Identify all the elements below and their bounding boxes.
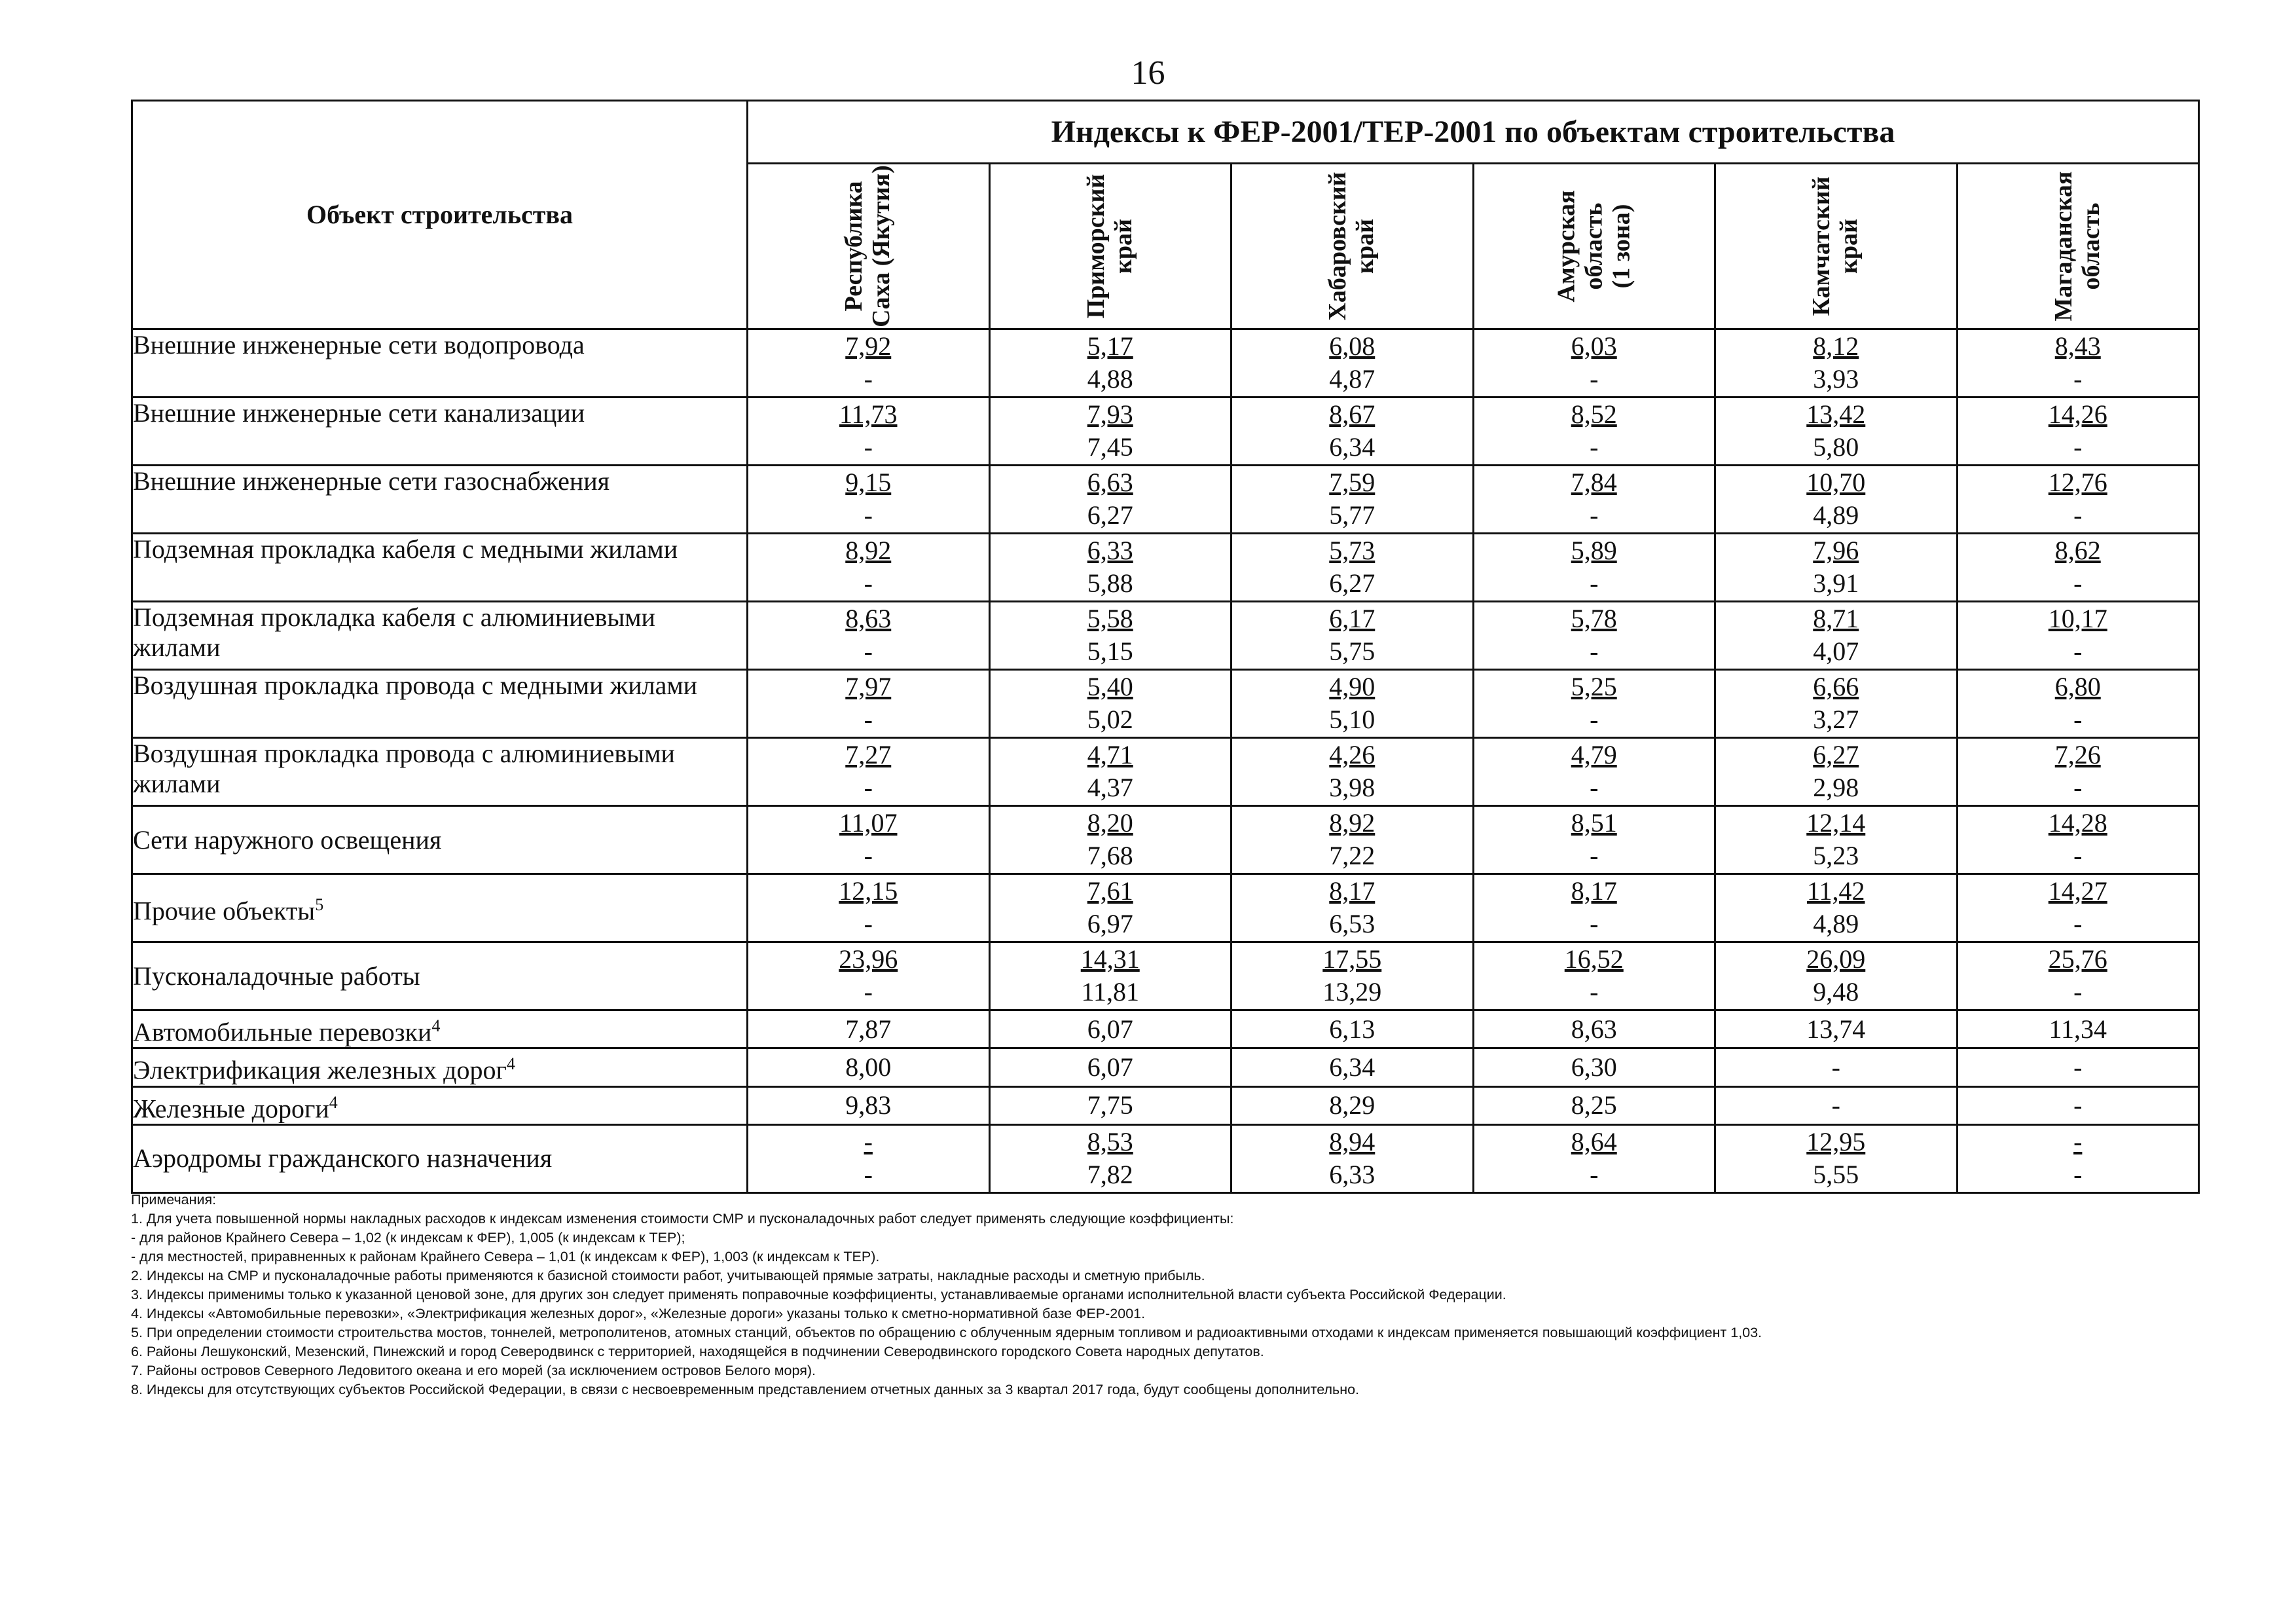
index-value-cell: 13,74 — [1715, 1010, 1958, 1048]
ter-index-value: - — [864, 637, 873, 666]
index-value-cell — [1473, 329, 1715, 397]
object-name — [132, 602, 748, 670]
index-value-cell: - — [1957, 1086, 2199, 1124]
index-value-cell — [1231, 874, 1474, 942]
ter-index-value: 5,88 — [1087, 568, 1133, 598]
ter-index-value: - — [2073, 909, 2083, 938]
index-value-cell — [1473, 942, 1715, 1010]
index-value-cell — [989, 397, 1231, 466]
index-value-cell — [1473, 466, 1715, 534]
footnote-ref: 4 — [506, 1054, 515, 1074]
object-name-text: Воздушная прокладка провода с алюминиевыми жилами — [133, 739, 675, 798]
index-value-cell — [1231, 329, 1474, 397]
ter-index-value: - — [1590, 364, 1599, 394]
index-value-cell — [1231, 670, 1474, 738]
fer-index-value: 7,27 — [845, 740, 892, 769]
fer-index-value: 4,26 — [1329, 740, 1376, 769]
ter-index-value: 3,93 — [1813, 364, 1859, 394]
fer-index-value: 5,17 — [1087, 331, 1133, 361]
index-value-cell — [989, 466, 1231, 534]
index-value-cell — [1473, 1124, 1715, 1192]
object-name-text: Воздушная прокладка провода с медными жилами — [133, 671, 698, 700]
ter-index-value: - — [2073, 841, 2083, 870]
index-value-cell — [1715, 806, 1958, 874]
ter-index-value: 3,98 — [1329, 773, 1376, 802]
note-line: 5. При определении стоимости строительства мостов, тоннелей, метрополитенов, атомных станций, объектов по обращению с облученным ядерным топливом и радиоактивными отходами к индексам применяется повышающий коэффициент 1,03. — [131, 1325, 1762, 1340]
object-name-text: Прочие объекты — [133, 896, 316, 926]
index-value-cell — [989, 602, 1231, 670]
page-number: 16 — [1131, 54, 1165, 92]
index-value-cell — [1231, 738, 1474, 806]
ter-index-value: - — [1590, 500, 1599, 530]
fer-index-value: 5,78 — [1571, 604, 1617, 633]
fer-index-value: - — [2073, 1126, 2083, 1156]
ter-index-value: 5,80 — [1813, 432, 1859, 462]
table-row — [132, 874, 2199, 942]
index-value-cell — [748, 738, 990, 806]
index-value-cell — [1957, 466, 2199, 534]
table-row — [132, 397, 2199, 466]
index-value-cell — [1473, 738, 1715, 806]
fer-index-value: 8,64 — [1571, 1126, 1617, 1156]
object-name-text: Внешние инженерные сети канализации — [133, 398, 585, 428]
index-value-cell: - — [1715, 1086, 1958, 1124]
table-row — [132, 466, 2199, 534]
index-value-cell — [1473, 602, 1715, 670]
fer-index-value: 12,15 — [839, 876, 898, 906]
index-value-cell — [1231, 397, 1474, 466]
fer-index-value: - — [864, 1126, 873, 1156]
note-line: 2. Индексы на СМР и пусконаладочные работы применяются к базисной стоимости работ, учитывающей прямые затраты, накладные расходы и сметную прибыль. — [131, 1268, 1205, 1283]
object-name-text: Подземная прокладка кабеля с медными жилами — [133, 534, 678, 564]
index-value-cell — [1957, 670, 2199, 738]
ter-index-value: - — [2073, 432, 2083, 462]
fer-index-value: 4,71 — [1087, 740, 1133, 769]
region-header-line: край — [1835, 219, 1863, 274]
ter-index-value: - — [2073, 977, 2083, 1006]
ter-index-value: - — [864, 773, 873, 802]
footnote-ref: 4 — [431, 1016, 441, 1035]
table-row — [132, 1010, 2199, 1048]
fer-index-value: 7,84 — [1571, 468, 1617, 497]
index-value-cell: - — [1957, 1048, 2199, 1086]
fer-index-value: 6,66 — [1813, 672, 1859, 701]
index-value-cell — [989, 1124, 1231, 1192]
ter-index-value: 11,81 — [1081, 977, 1139, 1006]
fer-index-value: 6,27 — [1813, 740, 1859, 769]
ter-index-value: 6,27 — [1087, 500, 1133, 530]
fer-index-value: 7,26 — [2054, 740, 2101, 769]
region-header-line: край — [1109, 219, 1137, 274]
region-header-line: Приморский — [1082, 174, 1110, 319]
fer-index-value: 6,17 — [1329, 604, 1376, 633]
ter-index-value: - — [1590, 1159, 1599, 1189]
index-value-cell: 6,07 — [989, 1048, 1231, 1086]
index-value-cell — [748, 466, 990, 534]
fer-index-value: 12,76 — [2048, 468, 2107, 497]
footnote-ref: 4 — [329, 1092, 338, 1112]
object-name — [132, 1010, 748, 1048]
object-name — [132, 874, 748, 942]
ter-index-value: 3,91 — [1813, 568, 1859, 598]
index-value-cell: 8,25 — [1473, 1086, 1715, 1124]
ter-index-value: - — [864, 568, 873, 598]
index-value-cell: 8,00 — [748, 1048, 990, 1086]
index-value-cell — [989, 738, 1231, 806]
index-value-cell — [989, 874, 1231, 942]
ter-index-value: - — [2073, 705, 2083, 734]
fer-index-value: 12,95 — [1806, 1126, 1866, 1156]
object-name — [132, 397, 748, 466]
table-row — [132, 329, 2199, 397]
index-value-cell: 6,30 — [1473, 1048, 1715, 1086]
object-name — [132, 1124, 748, 1192]
fer-index-value: 8,17 — [1571, 876, 1617, 906]
object-name-text: Сети наружного освещения — [133, 824, 442, 855]
object-name — [132, 534, 748, 602]
table-row — [132, 534, 2199, 602]
ter-index-value: - — [2073, 1159, 2083, 1189]
index-value-cell — [1715, 1124, 1958, 1192]
index-value-cell — [1957, 942, 2199, 1010]
note-line: 3. Индексы применимы только к указанной ценовой зоне, для других зон следует применять поправочные коэффициенты, устанавливаемые органами исполнительной власти субъекта Российской Федерации. — [131, 1287, 1506, 1302]
index-value-cell — [748, 874, 990, 942]
index-value-cell — [989, 329, 1231, 397]
ter-index-value: - — [2073, 773, 2083, 802]
object-column-header: Объект строительства — [132, 101, 748, 329]
index-value-cell — [1231, 1124, 1474, 1192]
ter-index-value: 7,68 — [1087, 841, 1133, 870]
fer-index-value: 5,89 — [1571, 536, 1617, 565]
ter-index-value: 5,23 — [1813, 841, 1859, 870]
index-value-cell: 8,29 — [1231, 1086, 1474, 1124]
fer-index-value: 8,52 — [1571, 399, 1617, 429]
ter-index-value: 5,75 — [1329, 637, 1376, 666]
index-value-cell — [1231, 602, 1474, 670]
fer-index-value: 16,52 — [1564, 944, 1624, 974]
fer-index-value: 7,97 — [845, 672, 892, 701]
region-header — [1231, 164, 1474, 329]
index-value-cell — [1715, 738, 1958, 806]
fer-index-value: 4,79 — [1571, 740, 1617, 769]
ter-index-value: 5,77 — [1329, 500, 1376, 530]
ter-index-value: - — [864, 364, 873, 394]
index-value-cell — [1715, 670, 1958, 738]
fer-index-value: 6,63 — [1087, 468, 1133, 497]
object-name-text: Внешние инженерные сети водопровода — [133, 330, 585, 360]
index-value-cell — [1715, 874, 1958, 942]
ter-index-value: 5,10 — [1329, 705, 1376, 734]
fer-index-value: 12,14 — [1806, 808, 1866, 838]
fer-index-value: 14,26 — [2048, 399, 2107, 429]
ter-index-value: - — [1590, 568, 1599, 598]
index-value-cell — [1473, 670, 1715, 738]
note-line: Примечания: — [131, 1192, 217, 1208]
fer-index-value: 8,71 — [1813, 604, 1859, 633]
index-value-cell — [1231, 942, 1474, 1010]
region-header-line: Магаданская — [2049, 171, 2077, 322]
note-line: 4. Индексы «Автомобильные перевозки», «Электрификация железных дорог», «Железные дороги» указаны только к сметно-нормативной базе ФЕР-2001. — [131, 1306, 1146, 1321]
table-row — [132, 602, 2199, 670]
ter-index-value: - — [1590, 909, 1599, 938]
object-name — [132, 670, 748, 738]
object-name-text: Пусконаладочные работы — [133, 961, 420, 991]
fer-index-value: 8,92 — [845, 536, 892, 565]
fer-index-value: 7,59 — [1329, 468, 1376, 497]
ter-index-value: 13,29 — [1322, 977, 1382, 1006]
index-value-cell — [1473, 874, 1715, 942]
index-value-cell — [1957, 329, 2199, 397]
notes-section — [131, 1190, 2200, 1399]
ter-index-value: 9,48 — [1813, 977, 1859, 1006]
object-name — [132, 942, 748, 1010]
object-name-text: Внешние инженерные сети газоснабжения — [133, 466, 610, 496]
object-name — [132, 738, 748, 806]
index-value-cell — [1231, 534, 1474, 602]
index-value-cell: 9,83 — [748, 1086, 990, 1124]
fer-index-value: 8,12 — [1813, 331, 1859, 361]
fer-index-value: 13,42 — [1806, 399, 1866, 429]
table-row — [132, 670, 2199, 738]
index-value-cell — [1957, 602, 2199, 670]
fer-index-value: 11,07 — [839, 808, 898, 838]
fer-index-value: 8,53 — [1087, 1126, 1133, 1156]
index-value-cell — [1957, 534, 2199, 602]
object-name-text: Аэродромы гражданского назначения — [133, 1143, 553, 1173]
fer-index-value: 5,40 — [1087, 672, 1133, 701]
object-name-text: Автомобильные перевозки — [133, 1017, 432, 1047]
region-header — [1957, 164, 2199, 329]
fer-index-value: 14,28 — [2048, 808, 2107, 838]
fer-index-value: 5,58 — [1087, 604, 1133, 633]
fer-index-value: 7,92 — [845, 331, 892, 361]
region-header-line: Хабаровский — [1324, 172, 1352, 321]
index-value-cell — [748, 1124, 990, 1192]
fer-index-value: 5,73 — [1329, 536, 1376, 565]
ter-index-value: 4,89 — [1813, 909, 1859, 938]
object-name — [132, 1086, 748, 1124]
ter-index-value: - — [1590, 841, 1599, 870]
index-value-cell — [1231, 806, 1474, 874]
fer-index-value: 14,31 — [1080, 944, 1140, 974]
fer-index-value: 26,09 — [1806, 944, 1866, 974]
index-value-cell — [989, 806, 1231, 874]
fer-index-value: 8,17 — [1329, 876, 1376, 906]
fer-index-value: 8,92 — [1329, 808, 1376, 838]
index-value-cell — [1231, 466, 1474, 534]
ter-index-value: - — [864, 432, 873, 462]
index-value-cell — [748, 602, 990, 670]
region-header-line: область — [1579, 202, 1607, 290]
index-value-cell: 11,34 — [1957, 1010, 2199, 1048]
region-header-line: Саха (Якутия) — [867, 165, 896, 327]
index-value-cell — [748, 670, 990, 738]
index-value-cell: 6,13 — [1231, 1010, 1474, 1048]
ter-index-value: - — [2073, 500, 2083, 530]
object-name-text: Электрификация железных дорог — [133, 1055, 507, 1085]
index-value-cell — [1715, 534, 1958, 602]
region-header — [989, 164, 1231, 329]
index-value-cell — [989, 942, 1231, 1010]
index-table — [131, 100, 2200, 1194]
index-value-cell: 7,87 — [748, 1010, 990, 1048]
region-header-line: Амурская — [1552, 190, 1580, 303]
index-value-cell — [1957, 806, 2199, 874]
ter-index-value: 4,87 — [1329, 364, 1376, 394]
fer-index-value: 8,43 — [2054, 331, 2101, 361]
index-value-cell — [1957, 397, 2199, 466]
ter-index-value: 5,02 — [1087, 705, 1133, 734]
index-value-cell — [1473, 534, 1715, 602]
ter-index-value: - — [1590, 977, 1599, 1006]
index-value-cell — [1957, 874, 2199, 942]
ter-index-value: 4,88 — [1087, 364, 1133, 394]
table-row — [132, 1086, 2199, 1124]
ter-index-value: - — [1590, 432, 1599, 462]
fer-index-value: 8,51 — [1571, 808, 1617, 838]
object-name — [132, 1048, 748, 1086]
fer-index-value: 7,96 — [1813, 536, 1859, 565]
ter-index-value: - — [864, 977, 873, 1006]
index-value-cell — [1715, 466, 1958, 534]
index-value-cell — [1715, 942, 1958, 1010]
index-value-cell — [748, 397, 990, 466]
ter-index-value: - — [864, 909, 873, 938]
index-value-cell — [989, 534, 1231, 602]
fer-index-value: 10,70 — [1806, 468, 1866, 497]
table-row — [132, 1048, 2199, 1086]
object-name-text: Подземная прокладка кабеля с алюминиевыми жилами — [133, 602, 655, 662]
index-value-cell — [1715, 397, 1958, 466]
note-line: - для районов Крайнего Севера – 1,02 (к индексам к ФЕР), 1,005 (к индексам к ТЕР); — [131, 1230, 685, 1246]
object-name-text: Железные дороги — [133, 1093, 329, 1123]
ter-index-value: - — [1590, 637, 1599, 666]
index-value-cell — [989, 670, 1231, 738]
ter-index-value: 6,27 — [1329, 568, 1376, 598]
ter-index-value: 7,82 — [1087, 1159, 1133, 1189]
fer-index-value: 6,33 — [1087, 536, 1133, 565]
index-value-cell: 8,63 — [1473, 1010, 1715, 1048]
ter-index-value: 6,33 — [1329, 1159, 1376, 1189]
region-header — [1715, 164, 1958, 329]
fer-index-value: 11,73 — [839, 399, 898, 429]
index-value-cell — [1957, 738, 2199, 806]
footnote-ref: 5 — [315, 895, 324, 914]
fer-index-value: 4,90 — [1329, 672, 1376, 701]
table-row — [132, 738, 2199, 806]
index-value-cell: 6,07 — [989, 1010, 1231, 1048]
ter-index-value: 4,07 — [1813, 637, 1859, 666]
index-value-cell — [1473, 397, 1715, 466]
fer-index-value: 7,93 — [1087, 399, 1133, 429]
fer-index-value: 6,08 — [1329, 331, 1376, 361]
fer-index-value: 5,25 — [1571, 672, 1617, 701]
fer-index-value: 6,03 — [1571, 331, 1617, 361]
fer-index-value: 8,20 — [1087, 808, 1133, 838]
ter-index-value: 7,45 — [1087, 432, 1133, 462]
ter-index-value: 5,55 — [1813, 1159, 1859, 1189]
index-value-cell — [748, 534, 990, 602]
ter-index-value: 2,98 — [1813, 773, 1859, 802]
index-value-cell — [1715, 329, 1958, 397]
fer-index-value: 14,27 — [2048, 876, 2107, 906]
object-name — [132, 466, 748, 534]
fer-index-value: 8,67 — [1329, 399, 1376, 429]
fer-index-value: 25,76 — [2048, 944, 2107, 974]
ter-index-value: 3,27 — [1813, 705, 1859, 734]
ter-index-value: 6,34 — [1329, 432, 1376, 462]
index-value-cell — [1957, 1124, 2199, 1192]
ter-index-value: - — [1590, 773, 1599, 802]
region-header-line: край — [1351, 219, 1379, 274]
note-line: 1. Для учета повышенной нормы накладных расходов к индексам изменения стоимости СМР и пусконаладочных работ следует применять следующие коэффициенты: — [131, 1211, 1234, 1227]
region-header — [748, 164, 990, 329]
ter-index-value: - — [2073, 637, 2083, 666]
ter-index-value: - — [864, 705, 873, 734]
ter-index-value: 6,97 — [1087, 909, 1133, 938]
fer-index-value: 17,55 — [1322, 944, 1382, 974]
ter-index-value: - — [864, 841, 873, 870]
fer-index-value: 8,62 — [2054, 536, 2101, 565]
index-value-cell: - — [1715, 1048, 1958, 1086]
ter-index-value: - — [1590, 705, 1599, 734]
ter-index-value: - — [2073, 364, 2083, 394]
index-value-cell — [748, 806, 990, 874]
fer-index-value: 6,80 — [2054, 672, 2101, 701]
fer-index-value: 11,42 — [1806, 876, 1865, 906]
fer-index-value: 10,17 — [2048, 604, 2107, 633]
fer-index-value: 8,63 — [845, 604, 892, 633]
note-line: 8. Индексы для отсутствующих субъектов Российской Федерации, в связи с несвоевременным представлением отчетных данных за 3 квартал 2017 года, будут сообщены дополнительно. — [131, 1382, 1360, 1397]
region-header — [1473, 164, 1715, 329]
index-value-cell — [1473, 806, 1715, 874]
fer-index-value: 23,96 — [839, 944, 898, 974]
index-value-cell: 6,34 — [1231, 1048, 1474, 1086]
fer-index-value: 8,94 — [1329, 1126, 1376, 1156]
note-line: 7. Районы островов Северного Ледовитого океана и его морей (за исключением островов Белого моря). — [131, 1363, 816, 1378]
table-row — [132, 1124, 2199, 1192]
note-line: - для местностей, приравненных к районам Крайнего Севера – 1,01 (к индексам к ФЕР), 1,003 (к индексам к ТЕР). — [131, 1249, 880, 1264]
index-value-cell — [1715, 602, 1958, 670]
ter-index-value: - — [2073, 568, 2083, 598]
note-line: 6. Районы Лешуконский, Мезенский, Пинежский и город Северодвинск с территорией, находящейся в подчинении Северодвинского городского Совета народных депутатов. — [131, 1344, 1264, 1359]
table-row — [132, 942, 2199, 1010]
ter-index-value: 6,53 — [1329, 909, 1376, 938]
ter-index-value: 7,22 — [1329, 841, 1376, 870]
table-row — [132, 806, 2199, 874]
ter-index-value: - — [864, 1159, 873, 1189]
ter-index-value: 4,89 — [1813, 500, 1859, 530]
index-value-cell — [748, 942, 990, 1010]
index-value-cell: 7,75 — [989, 1086, 1231, 1124]
object-name — [132, 806, 748, 874]
fer-index-value: 9,15 — [845, 468, 892, 497]
object-name — [132, 329, 748, 397]
index-value-cell — [748, 329, 990, 397]
ter-index-value: 5,15 — [1087, 637, 1133, 666]
ter-index-value: - — [864, 500, 873, 530]
region-header-line: Камчатский — [1808, 176, 1836, 316]
fer-index-value: 7,61 — [1087, 876, 1133, 906]
region-header-line: (1 зона) — [1607, 204, 1635, 289]
region-header-line: область — [2077, 202, 2105, 290]
index-group-header: Индексы к ФЕР-2001/ТЕР-2001 по объектам строительства — [748, 101, 2199, 164]
region-header-line: Республика — [840, 181, 868, 312]
ter-index-value: 4,37 — [1087, 773, 1133, 802]
